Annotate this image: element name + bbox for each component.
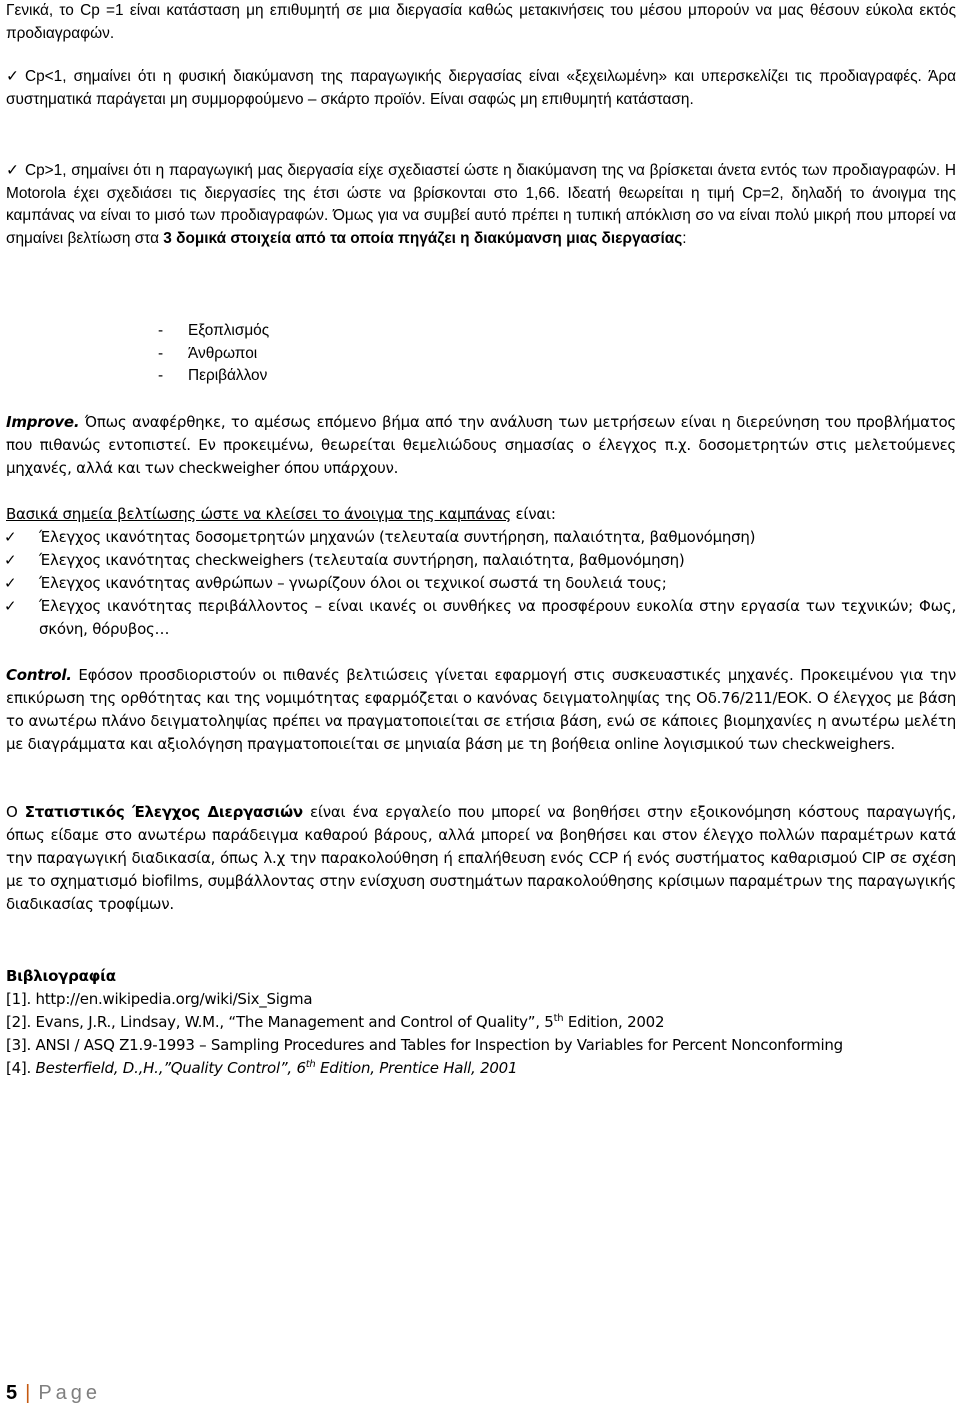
reference-1: [1]. http://en.wikipedia.org/wiki/Six_Sigma (6, 990, 313, 1008)
list-item: - Άνθρωποι (158, 344, 258, 362)
reference-2: [2]. Evans, J.R., Lindsay, W.M., “The Management and Control of Quality”, 5th Edition, 2002 (6, 1013, 665, 1031)
emphasis-structural-elements: 3 δομικά στοιχεία από τα οποία πηγάζει η διακύμανση μιας διεργασίας (163, 229, 683, 247)
control-label: Control. (6, 666, 72, 684)
check-mark-icon: ✓ (6, 68, 19, 85)
check-mark-icon: ✓ (6, 162, 19, 179)
paragraph-cp-greater-one: ✓ Cp>1, σημαίνει ότι η παραγωγική μας διεργασία είχε σχεδιαστεί ώστε η διακύμανση της να βρίσκεται άνετα εντός των προδιαγραφών. Η Motorola έχει σχεδιάσει τις διεργασίες της έτσι ώστε να βρίσκονται στο 1,66. Ιδεατή θεωρείται η τιμή Cp=2, δηλαδή το άνοιγμα της καμπάνας να είναι το μισό των προδιαγραφών. Όμως για να συμβεί αυτό πρέπει η τυπική απόκλιση σο να είναι πολύ μικρή που μπορεί να σημαίνει βελτίωση στα 3 δομικά στοιχεία από τα οποία πηγάζει η διακύμανση μιας διεργασίας: (6, 162, 956, 247)
page-label: Page (38, 1382, 102, 1404)
bibliography (6, 965, 956, 1080)
paragraph-spc: Ο Στατιστικός Έλεγχος Διεργασιών είναι ένα εργαλείο που μπορεί να βοηθήσει στην εξοικονόμηση κόστους παραγωγής, όπως είδαμε στο ανωτέρω παράδειγμα καθαρού βάρους, αλλά μπορεί να βοηθήσει και στον έλεγχο πολλών παραμέτρων κατά την παραγωγική διαδικασία, όπως λ.χ την παρακολούθηση ή επαλήθευση ενός CCP ή ενός συστήματος καθαρισμού CIP σε σχέση με το σχηματισμό biofilms, συμβάλλοντας στην ενίσχυση συστημάτων παρακολούθησης κρίσιμων παραμέτρων της παραγωγικής διαδικασίας τροφίμων. (6, 803, 957, 913)
improve-label: Improve. (6, 413, 80, 431)
list-item: ✓ Έλεγχος ικανότητας δοσομετρητών μηχανών (τελευταία συντήρηση, παλαιότητα, βαθμονόμηση) (4, 526, 956, 549)
page-footer (6, 1381, 101, 1405)
paragraph-improve: Improve. Όπως αναφέρθηκε, το αμέσως επόμενο βήμα από την ανάλυση των μετρήσεων είναι η διερεύνηση του προβλήματος που πιθανώς εντοπιστεί. Εν προκειμένω, θεωρείται θεμελιώδους σημασίας ο έλεγχος π.χ. δοσομετρητών στις μελετούμενες μηχανές, αλλά και των checkweigher όπου υπάρχουν. (6, 413, 956, 477)
list-item: ✓ Έλεγχος ικανότητας ανθρώπων – γνωρίζουν όλοι οι τεχνικοί σωστά τη δουλειά τους; (4, 572, 956, 595)
reference-3: [3]. ANSI / ASQ Z1.9-1993 – Sampling Procedures and Tables for Inspection by Variables for Percent Nonconforming (6, 1036, 843, 1054)
emphasis-spc: Στατιστικός Έλεγχος Διεργασιών (24, 803, 303, 821)
bibliography-heading: Βιβλιογραφία (6, 967, 116, 985)
paragraph-cp-equal-one: Γενικά, το Cp =1 είναι κατάσταση μη επιθυμητή σε μια διεργασία καθώς μετακινήσεις του μέσου μπορούν να μας θέσουν εύκολα εκτός προδιαγραφών. (6, 2, 956, 42)
improvement-points-heading: Βασικά σημεία βελτίωσης ώστε να κλείσει το άνοιγμα της καμπάνας είναι: (6, 505, 556, 523)
reference-4: [4]. Besterfield, D.,H.,”Quality Control”, 6th Edition, Prentice Hall, 2001 (6, 1059, 518, 1077)
list-item: ✓ Έλεγχος ικανότητας περιβάλλοντος – είναι ικανές οι συνθήκες να προσφέρουν ευκολία στην εργασία των τεχνικών; Φως, σκόνη, θόρυβος… (4, 597, 956, 638)
variation-sources-list (158, 320, 558, 388)
list-item: - Εξοπλισμός (158, 322, 270, 339)
paragraph-cp-less-one: ✓ Cp<1, σημαίνει ότι η φυσική διακύμανση της παραγωγικής διεργασίας είναι «ξεχειλωμένη» και υπερσκελίζει τις προδιαγραφές. Άρα συστηματικά παράγεται μη συμμορφούμενο – σκάρτο προϊόν. Είναι σαφώς μη επιθυμητή κατάσταση. (6, 68, 956, 108)
check-mark-icon: ✓ (4, 597, 17, 615)
improvement-points-list (4, 526, 956, 641)
check-mark-icon: ✓ (4, 574, 17, 592)
check-mark-icon: ✓ (4, 551, 17, 569)
check-mark-icon: ✓ (4, 528, 17, 546)
list-item: ✓ Έλεγχος ικανότητας checkweighers (τελευταία συντήρηση, παλαιότητα, βαθμονόμηση) (4, 549, 956, 572)
list-item: - Περιβάλλον (158, 367, 268, 384)
page-number: 5 (6, 1382, 18, 1404)
footer-separator: | (25, 1382, 31, 1404)
paragraph-control: Control. Εφόσον προσδιοριστούν οι πιθανές βελτιώσεις γίνεται εφαρμογή στις συσκευαστικές μηχανές. Προκειμένου για την επικύρωση της ορθότητας και της νομιμότητας εφαρμόζεται ο κανόνας δειγματοληψίας της Οδ.76/211/ΕΟΚ. Ο έλεγχος με βάση το ανωτέρω πλάνο δειγματοληψίας πρέπει να πραγματοποιείται σε ετήσια βάση, ενώ σε κάποιες βιομηχανίες η ανωτέρω μελέτη με διαγράμματα και αξιολόγηση πραγματοποιείται σε μηνιαία βάση με τη βοήθεια online λογισμικού των checkweighers. (6, 666, 956, 753)
